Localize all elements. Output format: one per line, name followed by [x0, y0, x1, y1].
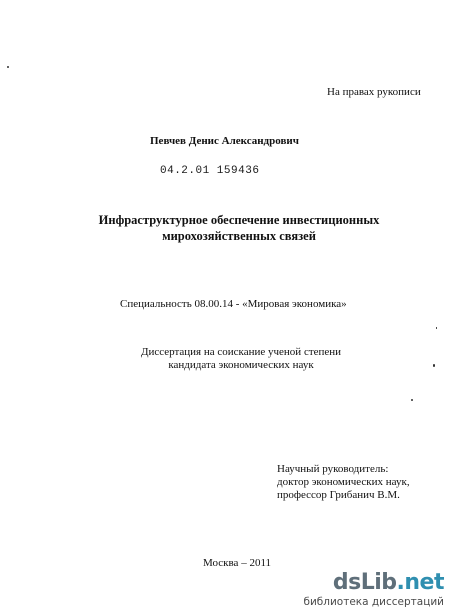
- dslib-logo: [333, 570, 444, 595]
- supervisor-line-3: профессор Грибанич В.М.: [277, 489, 400, 501]
- dissertation-line-2: кандидата экономических наук: [168, 359, 314, 371]
- supervisor-line-1: Научный руководитель:: [277, 463, 389, 475]
- title-line-1: Инфраструктурное обеспечение инвестиционных: [98, 213, 380, 227]
- dslib-watermark: [303, 570, 444, 608]
- author-name: Певчев Денис Александрович: [150, 135, 299, 147]
- title-line-2: мирохозяйственных связей: [162, 229, 316, 243]
- rights-note: На правах рукописи: [327, 86, 421, 98]
- dslib-logo-part2: .net: [396, 570, 444, 595]
- scan-speck: [7, 66, 9, 68]
- specialty-line: Специальность 08.00.14 - «Мировая экономика»: [120, 298, 347, 310]
- dslib-tagline: библиотека диссертаций: [303, 596, 444, 608]
- city-year: Москва – 2011: [203, 557, 272, 569]
- scan-speck: [433, 364, 435, 367]
- scan-speck: [436, 327, 437, 329]
- supervisor-line-2: доктор экономических наук,: [277, 476, 410, 488]
- scan-speck: [411, 399, 413, 401]
- library-stamp: 04.2.01 159436: [160, 165, 260, 177]
- dissertation-line-1: Диссертация на соискание ученой степени: [140, 346, 342, 358]
- dslib-logo-part1: dsLib: [332, 570, 397, 595]
